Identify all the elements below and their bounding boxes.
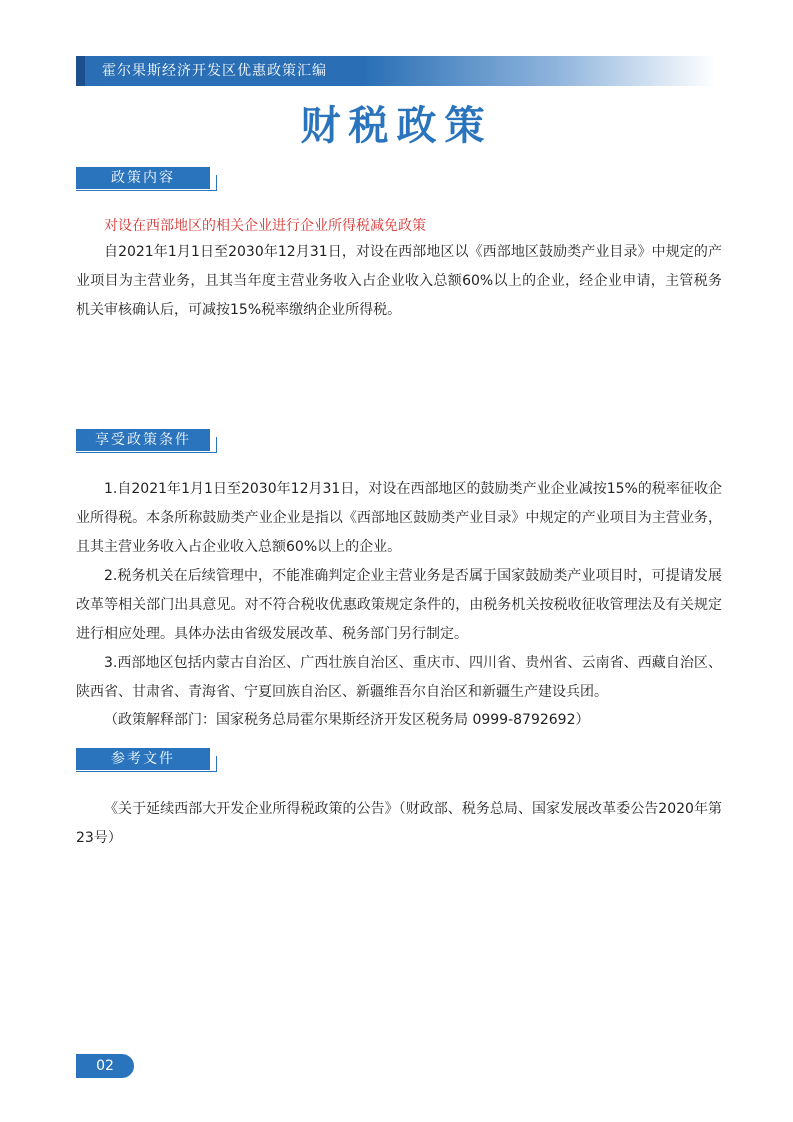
section-tab-references: 参考文件 bbox=[76, 748, 210, 770]
page-number: 02 bbox=[76, 1054, 134, 1078]
section-underline bbox=[76, 452, 216, 453]
section-underline bbox=[76, 190, 216, 191]
section-underline-end bbox=[216, 437, 217, 453]
reference-document: 《关于延续西部大开发企业所得税政策的公告》（财政部、税务总局、国家发展改革委公告2020年第23号） bbox=[76, 801, 722, 846]
section-tab-content: 政策内容 bbox=[76, 167, 210, 189]
condition-item-3: 3.西部地区包括内蒙古自治区、广西壮族自治区、重庆市、四川省、贵州省、云南省、西藏自治区、陕西省、甘肃省、青海省、宁夏回族自治区、新疆维吾尔自治区和新疆生产建设兵团。 bbox=[76, 655, 722, 700]
header-accent-bar bbox=[76, 56, 85, 86]
section-underline-end bbox=[216, 175, 217, 191]
policy-subtitle: 对设在西部地区的相关企业进行企业所得税减免政策 bbox=[104, 218, 426, 234]
policy-contact-note: （政策解释部门：国家税务总局霍尔果斯经济开发区税务局 0999-8792692） bbox=[104, 712, 590, 728]
condition-item-1: 1.自2021年1月1日至2030年12月31日，对设在西部地区的鼓励类产业企业减按15%的税率征收企业所得税。本条所称鼓励类产业企业是指以《西部地区鼓励类产业目录》中规定的产业项目为主营业务，且其主营业务收入占企业收入总额60%以上的企业。 bbox=[76, 481, 722, 555]
section-underline bbox=[76, 771, 216, 772]
page-title: 财税政策 bbox=[300, 103, 493, 149]
policy-body: 自2021年1月1日至2030年12月31日，对设在西部地区以《西部地区鼓励类产业目录》中规定的产业项目为主营业务，且其当年度主营业务收入占企业收入总额60%以上的企业，经企业申请，主管税务机关审核确认后，可减按15%税率缴纳企业所得税。 bbox=[76, 244, 722, 318]
header-title: 霍尔果斯经济开发区优惠政策汇编 bbox=[102, 63, 327, 79]
condition-item-2: 2.税务机关在后续管理中，不能准确判定企业主营业务是否属于国家鼓励类产业项目时，可提请发展改革等相关部门出具意见。对不符合税收优惠政策规定条件的，由税务机关按税收征收管理法及有关规定进行相应处理。具体办法由省级发展改革、税务部门另行制定。 bbox=[76, 568, 722, 642]
section-underline-end bbox=[216, 756, 217, 772]
section-tab-conditions: 享受政策条件 bbox=[76, 429, 210, 451]
